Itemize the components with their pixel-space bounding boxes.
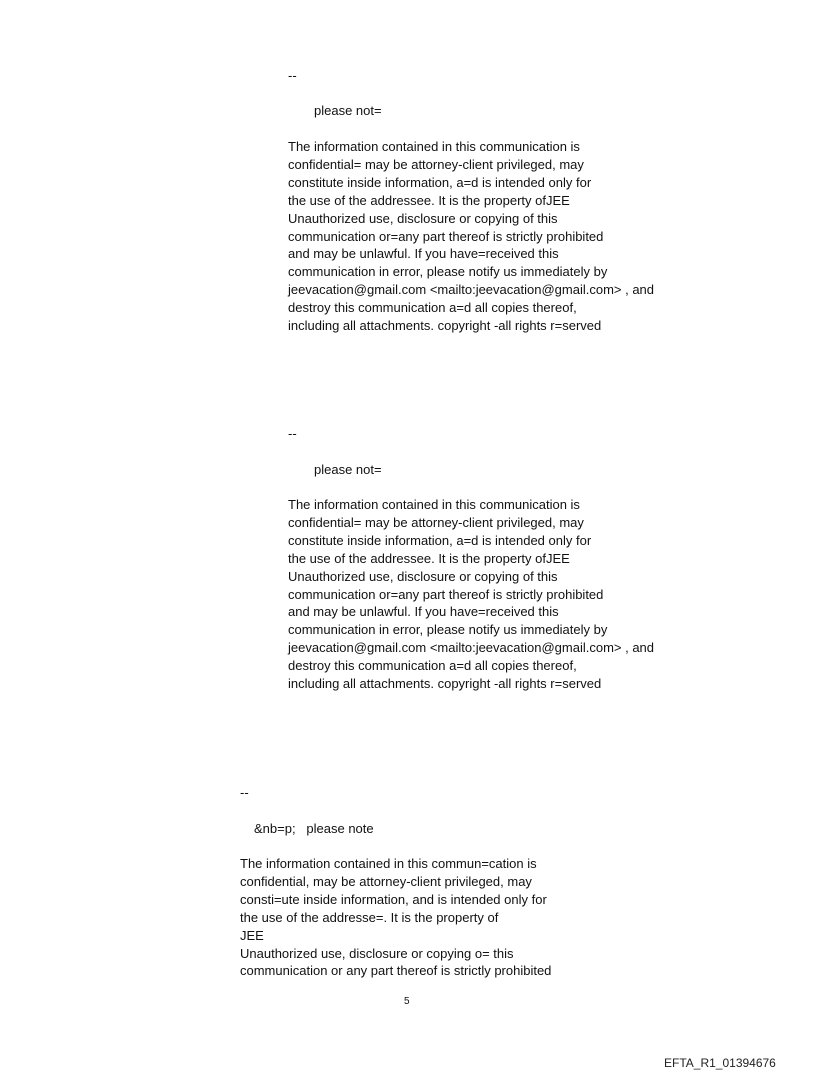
- page-number: 5: [404, 996, 410, 1007]
- document-id: EFTA_R1_01394676: [664, 1056, 776, 1070]
- section1-line: the use of the addressee. It is the property ofJEE: [288, 192, 570, 208]
- section2-line: confidential= may be attorney-client privileged, may: [288, 514, 584, 530]
- section1-heading: please not=: [314, 103, 382, 118]
- section2-line: the use of the addressee. It is the property ofJEE: [288, 550, 570, 566]
- section3-line: Unauthorized use, disclosure or copying o= this: [240, 945, 514, 961]
- section1-body: [288, 138, 654, 335]
- section3-body: [240, 855, 551, 980]
- section1-line: including all attachments. copyright -all rights r=served: [288, 318, 602, 334]
- section3-line: The information contained in this commun=cation is: [240, 856, 537, 871]
- section2-line: Unauthorized use, disclosure or copying of this: [288, 568, 558, 584]
- section2-line: communication in error, please notify us immediately by: [288, 622, 608, 638]
- section2-line: destroy this communication a=d all copies thereof,: [288, 658, 577, 674]
- section2-email-line: jeevacation@gmail.com <mailto:jeevacation@gmail.com> , and: [288, 640, 655, 656]
- section1-line: The information contained in this communication is: [288, 139, 580, 154]
- section1-line: constitute inside information, a=d is intended only for: [288, 174, 592, 190]
- section3-line: confidential, may be attorney-client privileged, may: [240, 873, 532, 889]
- section2-line: The information contained in this communication is: [288, 497, 580, 512]
- section1-line: Unauthorized use, disclosure or copying of this: [288, 210, 558, 226]
- section2-separator: --: [288, 426, 297, 441]
- section2-line: and may be unlawful. If you have=received this: [288, 604, 559, 620]
- section1-email-line: jeevacation@gmail.com <mailto:jeevacation@gmail.com> , and: [288, 282, 655, 298]
- section2-body: [288, 496, 654, 693]
- section1-line: communication in error, please notify us immediately by: [288, 264, 608, 280]
- section1-line: and may be unlawful. If you have=received this: [288, 246, 559, 262]
- section3-line: the use of the addresse=. It is the property of: [240, 909, 499, 925]
- section2-line: constitute inside information, a=d is intended only for: [288, 532, 592, 548]
- section1-separator: --: [288, 68, 297, 83]
- section2-heading: please not=: [314, 462, 382, 477]
- section3-line: communication or any part thereof is strictly prohibited: [240, 963, 552, 979]
- section1-line: destroy this communication a=d all copies thereof,: [288, 300, 577, 316]
- section2-line: communication or=any part thereof is strictly prohibited: [288, 586, 604, 602]
- section1-line: communication or=any part thereof is strictly prohibited: [288, 228, 604, 244]
- section1-line: confidential= may be attorney-client privileged, may: [288, 156, 584, 172]
- section3-separator: --: [240, 785, 249, 800]
- section3-line: consti=ute inside information, and is intended only for: [240, 891, 547, 907]
- section3-heading: &nb=p; please note: [254, 821, 374, 836]
- section2-line: including all attachments. copyright -all rights r=served: [288, 676, 602, 692]
- section3-line: JEE: [240, 927, 264, 943]
